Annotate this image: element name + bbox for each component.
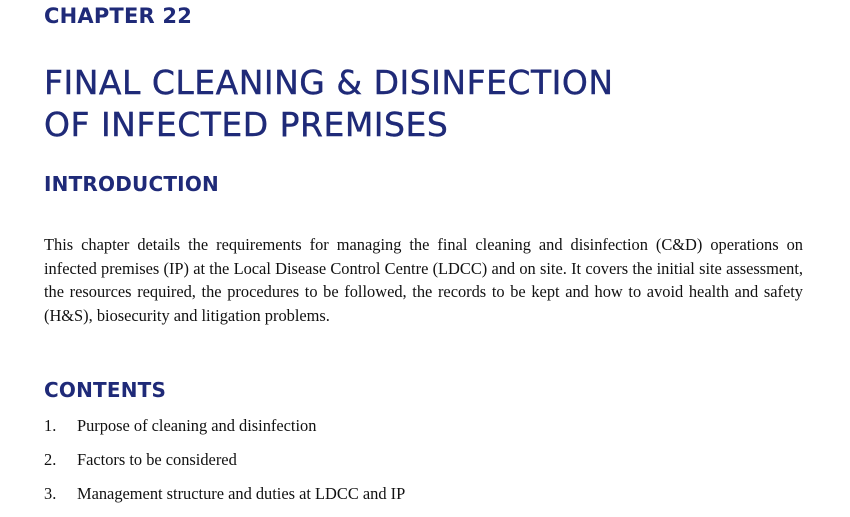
introduction-paragraph: This chapter details the requirements for managing the final cleaning and disinfection (C&D) operations on infected premises (IP) at the Local Disease Control Centre (LDCC) and on site. It covers the initial site assessment, the resources required, the procedures to be followed, the records to be kept and how to avoid health and safety (H&S), biosecurity and litigation problems. [44, 235, 803, 325]
contents-item-number: 1. [44, 416, 57, 435]
contents-item-label: Purpose of cleaning and disinfection [77, 416, 317, 435]
contents-item [44, 483, 405, 517]
chapter-title-line-2: OF INFECTED PREMISES [44, 105, 449, 144]
contents-list [44, 415, 405, 517]
contents-item-number: 3. [44, 484, 57, 503]
introduction-heading: INTRODUCTION [44, 172, 219, 196]
chapter-label: CHAPTER 22 [44, 4, 193, 28]
contents-item-number: 2. [44, 450, 57, 469]
contents-item [44, 415, 405, 449]
chapter-title [44, 62, 614, 146]
contents-heading: CONTENTS [44, 378, 167, 402]
contents-item-label: Factors to be considered [77, 450, 237, 469]
chapter-title-line-1: FINAL CLEANING & DISINFECTION [44, 63, 614, 102]
contents-item [44, 449, 405, 483]
contents-item-label: Management structure and duties at LDCC and IP [77, 484, 406, 503]
